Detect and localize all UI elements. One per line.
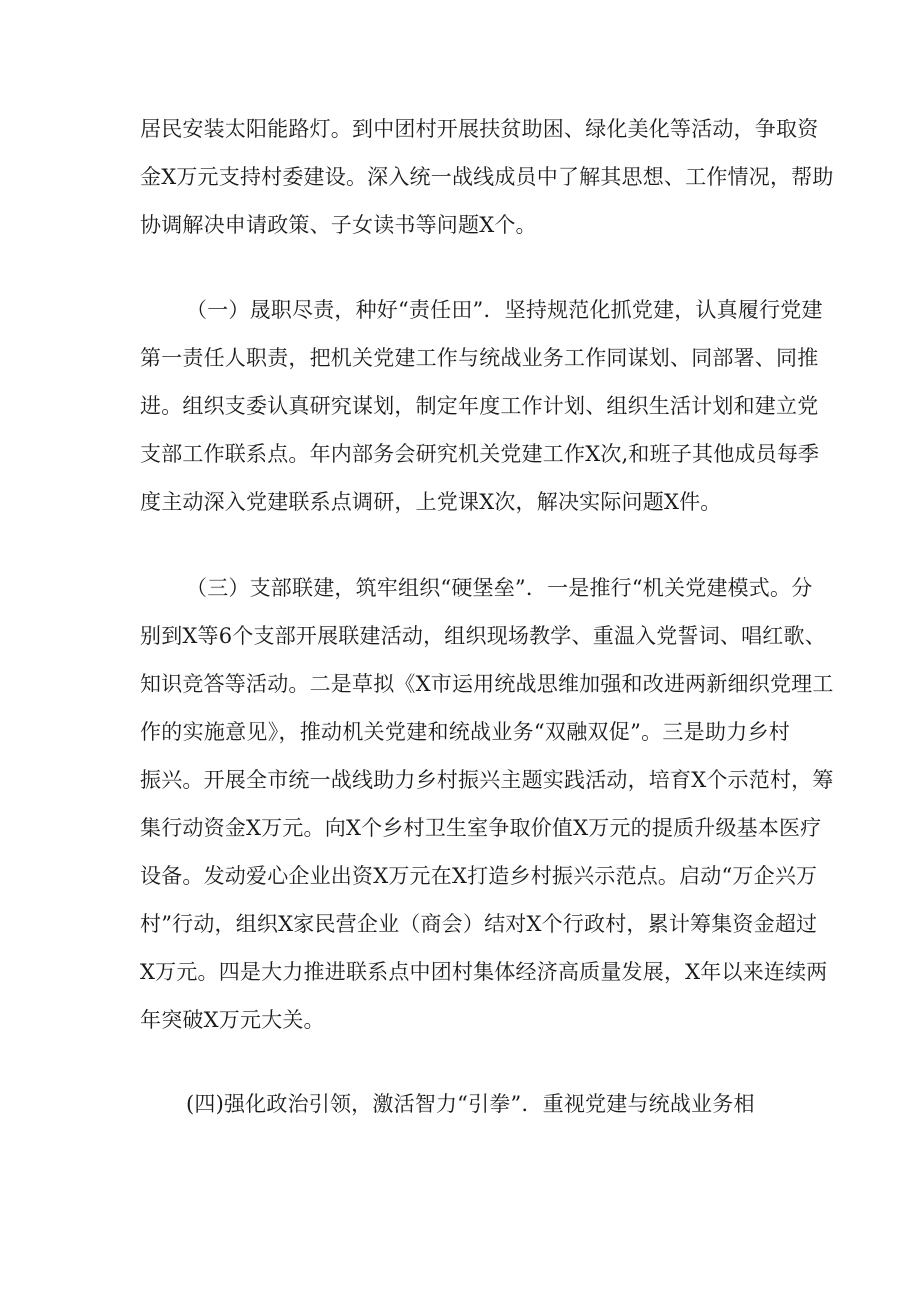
paragraph-0-line-0: 居民安装太阳能路灯。到中团村开展扶贫助困、绿化美化等活动，争取资 xyxy=(140,117,819,141)
paragraph-3-line-0: (四)强化政治引领，激活智力“引拳”．重视党建与统战业务相 xyxy=(186,1092,755,1116)
paragraph-2-line-8: X万元。四是大力推进联系点中团村集体经济高质量发展，X年以来连续两 xyxy=(140,960,828,984)
paragraph-2-line-6: 设备。发动爱心企业出资X万元在X打造乡村振兴示范点。启动“万企兴万 xyxy=(140,864,818,888)
paragraph-1-line-0: （一）晟职尽责，种好“责任田”．坚持规范化抓党建，认真履行党建 xyxy=(186,298,823,322)
paragraph-2-line-7: 村”行动，组织X家民营企业（商会）结对X个行政村，累计筹集资金超过 xyxy=(140,912,818,936)
paragraph-2-line-3: 作的实施意见》，推动机关党建和统战业务“双融双促”。三是助力乡村 xyxy=(140,720,790,744)
paragraph-2-line-4: 振兴。开展全市统一战线助力乡村振兴主题实践活动，培育X个示范村，筹 xyxy=(140,768,834,792)
paragraph-0-line-1: 金X万元支持村委建设。深入统一战线成员中了解其思想、工作情况，帮助 xyxy=(140,165,834,189)
paragraph-2-line-2: 知识竞答等活动。二是草拟《X市运用统战思维加强和改进两新细织党理工 xyxy=(140,672,834,696)
paragraph-2-line-0: （三）支部联建，筑牢组织“硬堡垒”．一是推行“机关党建模式。分 xyxy=(186,576,813,600)
paragraph-2-line-5: 集行动资金X万元。向X个乡村卫生室争取价值X万元的提质升级基本医疗 xyxy=(140,816,822,840)
paragraph-1-line-2: 进。组织支委认真研究谋划，制定年度工作计划、组织生活计划和建立党 xyxy=(140,394,819,418)
paragraph-1-line-4: 度主动深入党建联系点调研，上党课X次，解决实际问题X件。 xyxy=(140,490,722,514)
paragraph-0-line-2: 协调解决申请政策、子女读书等问题X个。 xyxy=(140,213,537,237)
paragraph-1-line-3: 支部工作联系点。年内部务会研究机关党建工作X次,和班子其他成员每季 xyxy=(140,442,820,466)
paragraph-2-line-1: 别到X等6个支部开展联建活动，组织现场教学、重温入党誓词、唱红歌、 xyxy=(140,624,826,648)
paragraph-2-line-9: 年突破X万元大关。 xyxy=(140,1008,325,1032)
paragraph-1-line-1: 第一责任人职责，把机关党建工作与统战业务工作同谋划、同部署、同推 xyxy=(140,346,819,370)
